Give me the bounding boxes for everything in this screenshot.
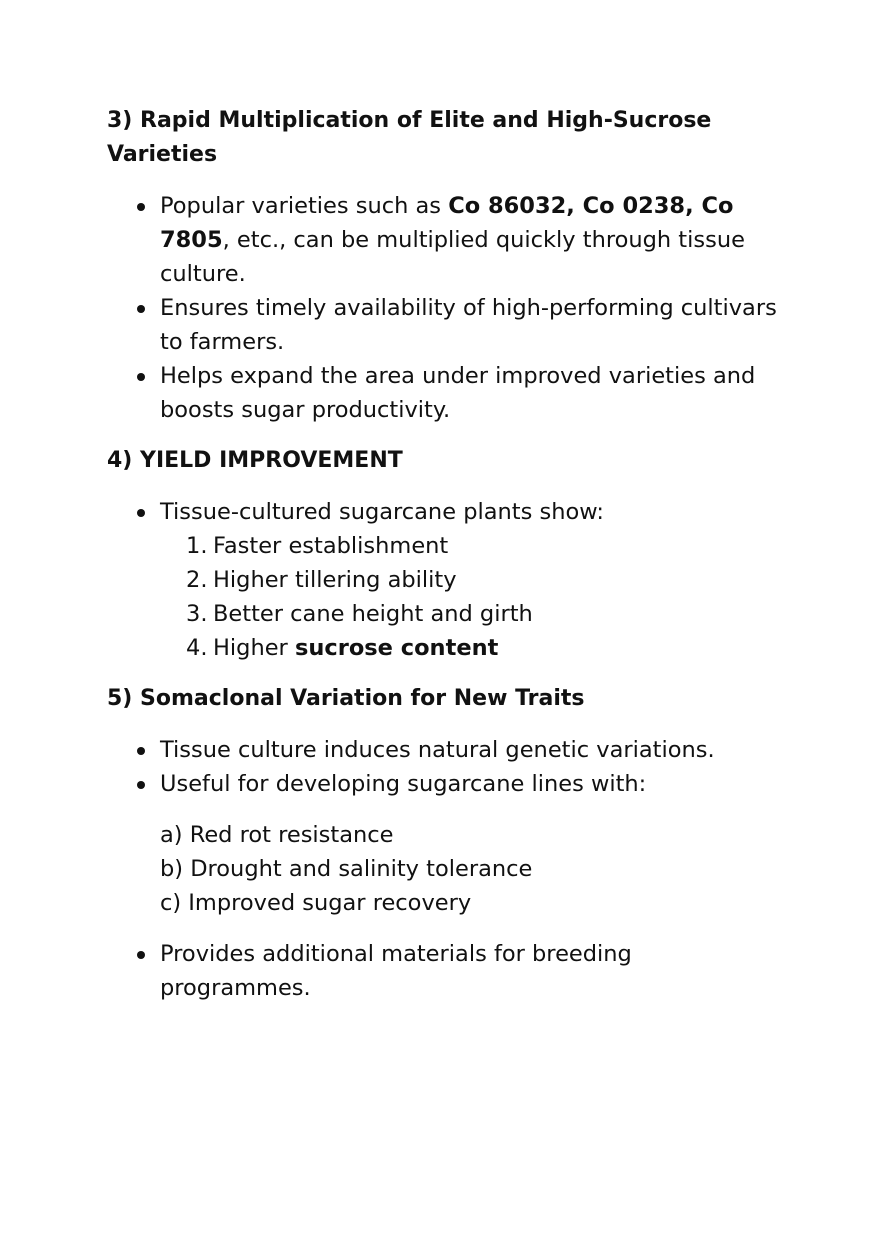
item-text: Better cane height and girth — [213, 601, 533, 627]
bullet-item: Helps expand the area under improved varieties and boosts sugar productivity. — [107, 359, 787, 427]
document-page — [107, 104, 787, 1022]
section-heading: 5) Somaclonal Variation for New Traits — [107, 686, 585, 711]
item-number: 3. — [186, 601, 208, 627]
bold-sucrose: sucrose content — [294, 635, 499, 661]
bullet-list — [107, 733, 787, 801]
bullet-item: Provides additional materials for breeding programmes. — [107, 937, 787, 1005]
section-yield-improvement — [107, 444, 787, 665]
bullet-item: Useful for developing sugarcane lines with: — [107, 767, 787, 801]
lettered-item: c) Improved sugar recovery — [160, 890, 472, 916]
item-number: 2. — [186, 567, 208, 593]
section-heading: 3) Rapid Multiplication of Elite and High-Sucrose Varieties — [107, 108, 712, 167]
bullet-list — [107, 937, 787, 1005]
numbered-item — [107, 597, 787, 631]
numbered-item — [107, 529, 787, 563]
lettered-list — [107, 818, 787, 920]
bullet-list — [107, 189, 787, 427]
bullet-item: Tissue-cultured sugarcane plants show: — [107, 495, 787, 529]
bullet-text: , etc., can be multiplied quickly through tissue culture. — [160, 227, 745, 287]
lettered-item: b) Drought and salinity tolerance — [160, 856, 533, 882]
item-number: 1. — [186, 533, 208, 559]
numbered-item — [107, 631, 787, 665]
section-heading: 4) YIELD IMPROVEMENT — [107, 448, 403, 473]
section-somaclonal-variation — [107, 682, 787, 1005]
bullet-item: Ensures timely availability of high-performing cultivars to farmers. — [107, 291, 787, 359]
numbered-item — [107, 563, 787, 597]
numbered-list — [107, 529, 787, 665]
bullet-item: Tissue culture induces natural genetic variations. — [107, 733, 787, 767]
item-text: Higher tillering ability — [213, 567, 457, 593]
item-text: Faster establishment — [213, 533, 449, 559]
lettered-item: a) Red rot resistance — [160, 822, 394, 848]
bullet-list — [107, 495, 787, 529]
item-text: Higher — [213, 635, 295, 661]
bold-varieties: Co 86032, Co 0238, Co 7805 — [160, 193, 734, 253]
bullet-text: Popular varieties such as — [160, 193, 449, 219]
bullet-item — [107, 189, 787, 291]
item-number: 4. — [186, 635, 208, 661]
section-rapid-multiplication — [107, 104, 787, 427]
